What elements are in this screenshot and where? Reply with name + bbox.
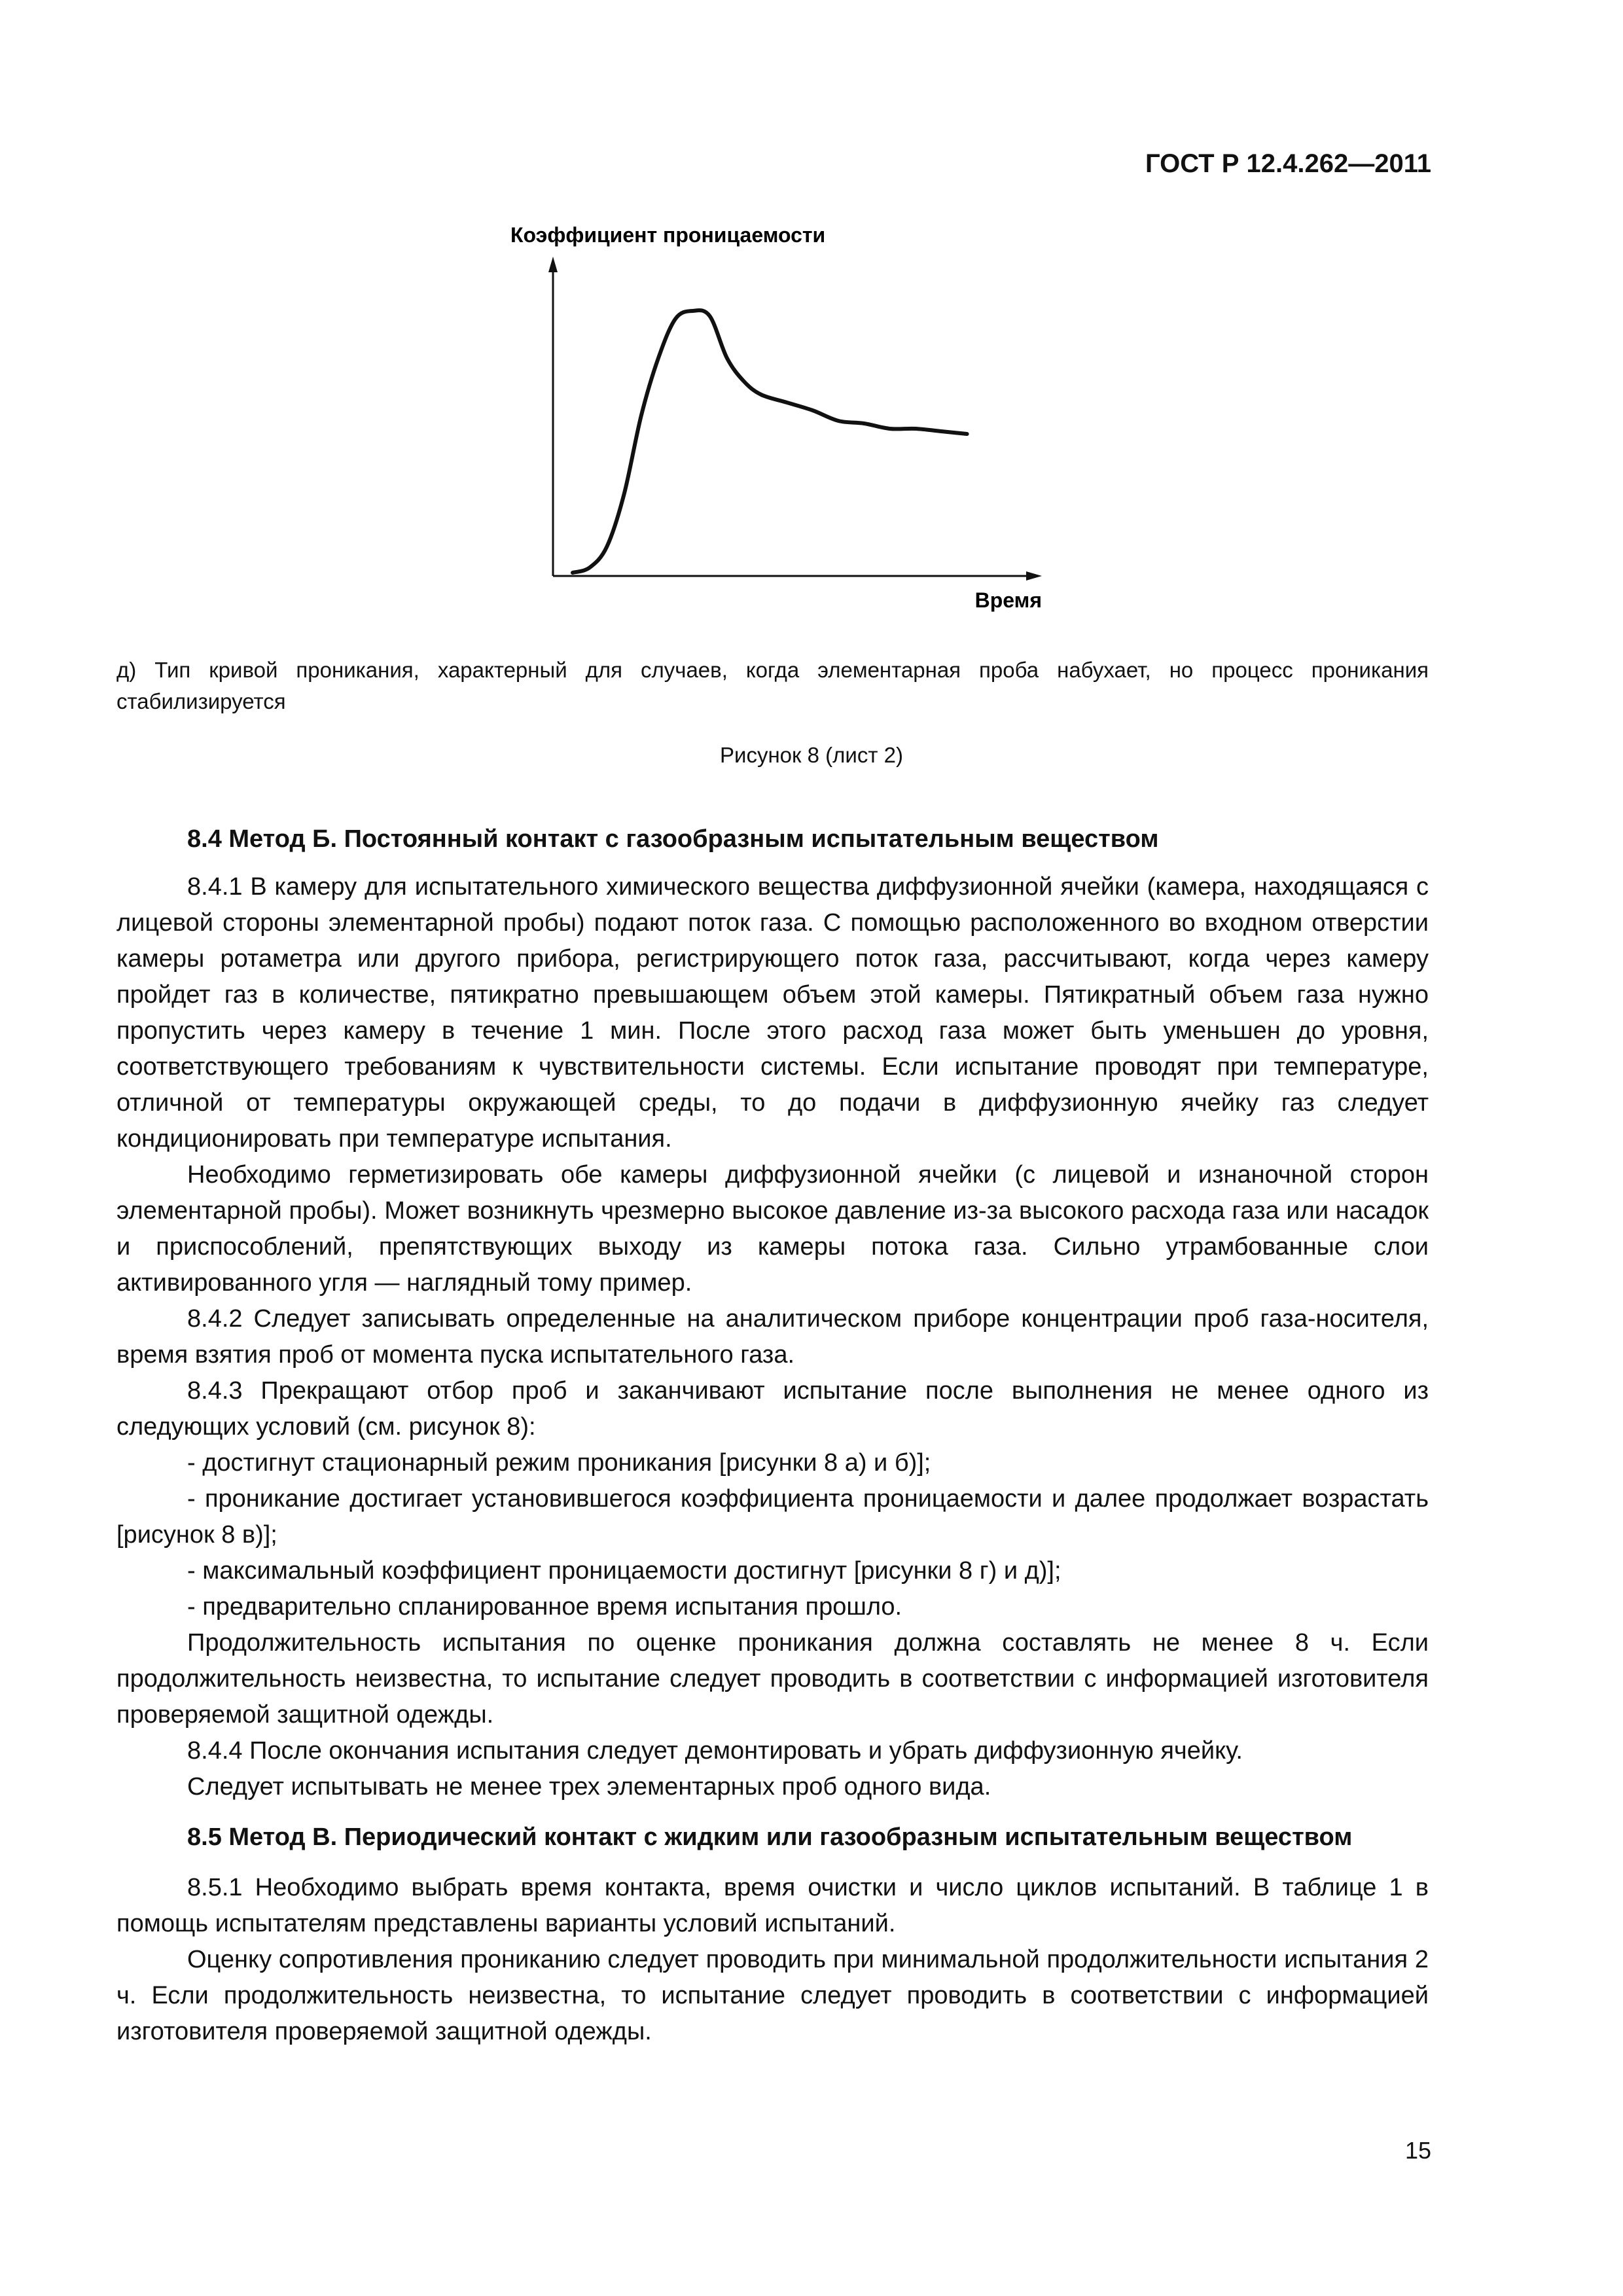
permeation-chart (497, 223, 1073, 628)
paragraph-sealing: Необходимо герметизировать обе камеры диффузионной ячейки (с лицевой и изнаночной сторон элементарной пробы). Может возникнуть чрезмерно высокое давление из-за высокого расхода газа или насадок и приспособлений, препятствующих выходу из камеры потока газа. Сильно утрамбованные слои активированного угля — наглядный тому пример. (116, 1161, 1429, 1297)
permeation-curve (573, 310, 967, 573)
paragraph-8-4-3: 8.4.3 Прекращают отбор проб и заканчивают испытание после выполнения не менее одного из следующих условий (см. рисунок 8): (116, 1377, 1429, 1441)
list-item: - проникание достигает установившегося коэффициента проницаемости и далее продолжает возрастать [рисунок 8 в)]; (116, 1485, 1429, 1549)
document-body (116, 821, 1429, 2050)
y-axis-label: Коэффициент проницаемости (510, 223, 826, 247)
list-item: - максимальный коэффициент проницаемости достигнут [рисунки 8 г) и д)]; (187, 1557, 1061, 1585)
paragraph-8-4-1: 8.4.1 В камеру для испытательного химического вещества диффузионной ячейки (камера, находящаяся с лицевой стороны элементарной пробы) подают поток газа. С помощью расположенного во входном отверстии камеры ротаметра или другого прибора, регистрирующего поток газа, рассчитывают, когда через камеру пройдет газ в количестве, пятикратно превышающем объем этой камеры. Пятикратный объем газа нужно пропустить через камеру в течение 1 мин. После этого расход газа может быть уменьшен до уровня, соответствующего требованиям к чувствительности системы. Если испытание проводят при температуре, отличной от температуры окружающей среды, то до подачи в диффузионную ячейку газ следует кондиционировать при температуре испытания. (116, 873, 1429, 1153)
x-axis-arrow (1026, 571, 1042, 581)
page-number: 15 (1404, 2137, 1431, 2164)
paragraph-8-4-4: 8.4.4 После окончания испытания следует демонтировать и убрать диффузионную ячейку. (187, 1737, 1243, 1765)
paragraph-resistance: Оценку сопротивления прониканию следует проводить при минимальной продолжительности испытания 2 ч. Если продолжительность неизвестна, то испытание следует проводить в соответствии с информацией изготовителя проверяемой защитной одежды. (116, 1946, 1429, 2045)
x-axis-label: Время (974, 588, 1042, 612)
y-axis-arrow (548, 257, 558, 272)
paragraph-duration: Продолжительность испытания по оценке проникания должна составлять не менее 8 ч. Если продолжительность неизвестна, то испытание следует проводить в соответствии с информацией изготовителя проверяемой защитной одежды. (116, 1629, 1429, 1729)
section-heading-8-4: 8.4 Метод Б. Постоянный контакт с газообразным испытательным веществом (187, 825, 1159, 853)
paragraph-8-5-1: 8.5.1 Необходимо выбрать время контакта, время очистки и число циклов испытаний. В таблице 1 в помощь испытателям представлены варианты условий испытаний. (116, 1874, 1429, 1937)
figure-label: Рисунок 8 (лист 2) (720, 743, 903, 767)
list-item: - предварительно спланированное время испытания прошло. (187, 1593, 902, 1621)
document-standard-number: ГОСТ Р 12.4.262—2011 (1145, 149, 1431, 178)
figure-caption: д) Тип кривой проникания, характерный для случаев, когда элементарная проба набухает, но процесс проникания стабилизируется (116, 658, 1429, 713)
permeation-curve-figure (497, 223, 1073, 628)
paragraph-three-samples: Следует испытывать не менее трех элементарных проб одного вида. (187, 1773, 991, 1801)
list-item: - достигнут стационарный режим проникания [рисунки 8 а) и б)]; (187, 1449, 931, 1477)
paragraph-8-4-2: 8.4.2 Следует записывать определенные на аналитическом приборе концентрации проб газа-носителя, время взятия проб от момента пуска испытательного газа. (116, 1305, 1429, 1369)
section-heading-8-5: 8.5 Метод В. Периодический контакт с жидким или газообразным испытательным веществом (187, 1823, 1353, 1851)
